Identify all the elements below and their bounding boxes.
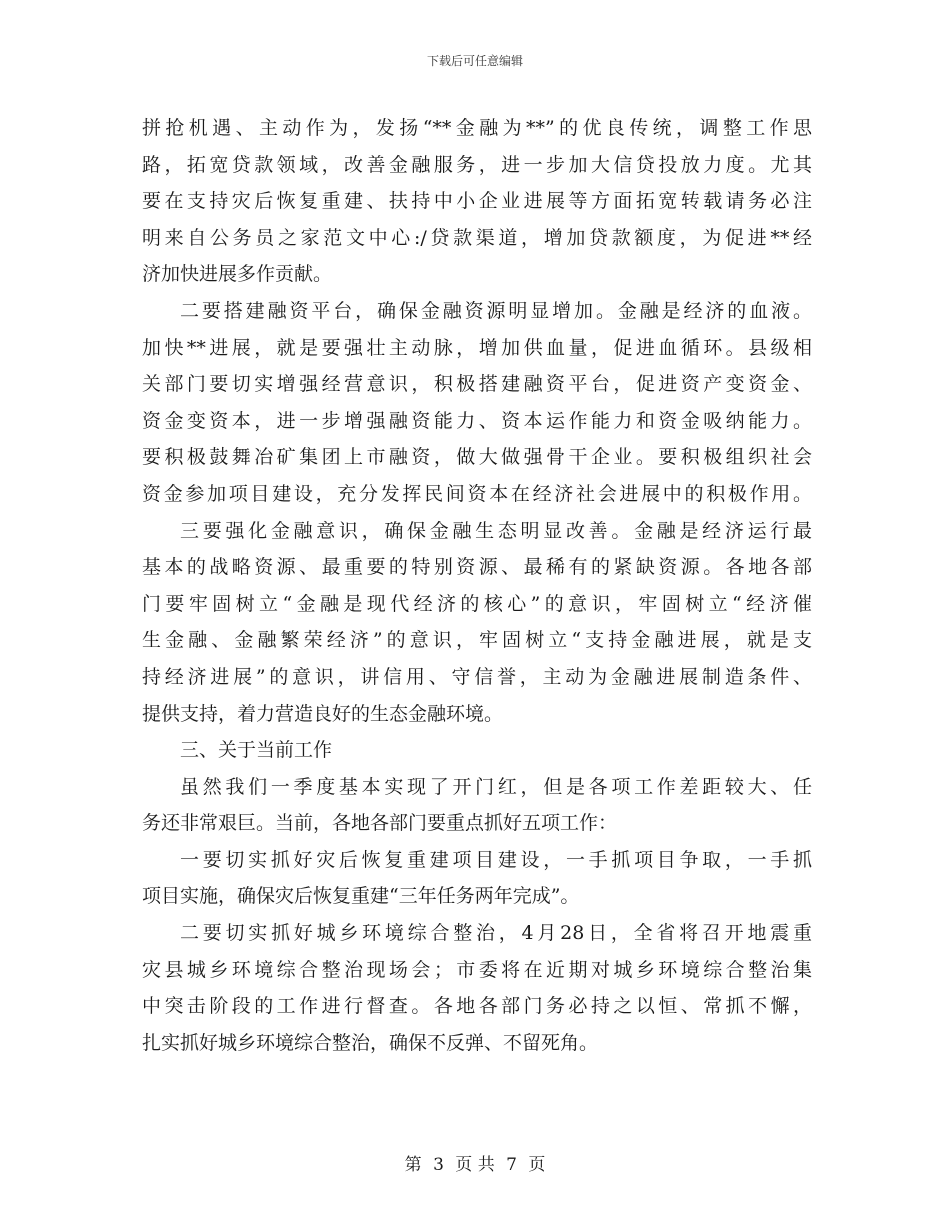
paragraph-line: 务还非常艰巨。当前，各地各部门要重点抓好五项工作： (142, 812, 618, 835)
footer-middle: 页 共 (455, 1155, 495, 1175)
paragraph-line: 生金融、金融繁荣经济”的意识，牢固树立“支持金融进展，就是支 (142, 629, 812, 652)
paragraph-line: 关部门要切实增强经营意识，积极搭建融资平台，促进资产变资金、 (142, 373, 812, 396)
paragraph-1 (142, 110, 812, 293)
paragraph-line: 资金变资本，进一步增强融资能力、资本运作能力和资金吸纳能力。 (142, 409, 812, 432)
paragraph-line: 一要切实抓好灾后恢复重建项目建设，一手抓项目争取，一手抓 (180, 848, 812, 871)
paragraph-6 (142, 915, 812, 1061)
paragraph-line: 中突击阶段的工作进行督查。各地各部门务必持之以恒、常抓不懈， (142, 995, 812, 1018)
paragraph-2 (142, 293, 812, 513)
paragraph-line: 拼抢机遇、主动作为，发扬“**金融为**”的优良传统，调整工作思 (142, 117, 812, 139)
footer-total-pages: 7 (506, 1155, 517, 1175)
paragraph-line: 提供支持，着力营造良好的生态金融环境。 (142, 702, 504, 725)
section-heading (142, 732, 812, 769)
footer-prefix: 第 (404, 1155, 422, 1175)
section-heading-text: 三、关于当前工作 (180, 739, 333, 762)
paragraph-line: 灾县城乡环境综合整治现场会；市委将在近期对城乡环境综合整治集 (142, 958, 812, 981)
paragraph-line: 项目实施，确保灾后恢复重建“三年任务两年完成”。 (142, 885, 580, 908)
paragraph-5 (142, 842, 812, 915)
paragraph-line: 扎实抓好城乡环境综合整治，确保不反弹、不留死角。 (142, 1031, 599, 1054)
paragraph-line: 持经济进展”的意识，讲信用、守信誉，主动为金融进展制造条件、 (142, 665, 812, 688)
page-footer (0, 1154, 950, 1176)
paragraph-line: 路，拓宽贷款领域，改善金融服务，进一步加大信贷投放力度。尤其 (142, 153, 812, 176)
paragraph-line: 虽然我们一季度基本实现了开门红，但是各项工作差距较大、任 (180, 775, 812, 798)
paragraph-line: 明来自公务员之家范文中心:/贷款渠道，增加贷款额度，为促进**经 (142, 226, 812, 249)
paragraph-line: 二要切实抓好城乡环境综合整治，4月28日，全省将召开地震重 (180, 922, 812, 945)
page-header: 下载后可任意编辑 (426, 54, 523, 68)
paragraph-line: 要在支持灾后恢复重建、扶持中小企业进展等方面拓宽转载请务必注 (142, 190, 812, 213)
paragraph-line: 加快**进展，就是要强壮主动脉，增加供血量，促进血循环。县级相 (142, 336, 812, 359)
footer-page-number: 3 (433, 1155, 444, 1175)
paragraph-line: 基本的战略资源、最重要的特别资源、最稀有的紧缺资源。各地各部 (142, 556, 812, 579)
paragraph-line: 二要搭建融资平台，确保金融资源明显增加。金融是经济的血液。 (180, 299, 812, 322)
paragraph-line: 门要牢固树立“金融是现代经济的核心”的意识，牢固树立“经济催 (142, 592, 812, 615)
paragraph-line: 济加快进展多作贡献。 (142, 263, 333, 286)
paragraph-line: 要积极鼓舞冶矿集团上市融资，做大做强骨干企业。要积极组织社会 (142, 446, 812, 469)
paragraph-line: 三要强化金融意识，确保金融生态明显改善。金融是经济运行最 (180, 519, 812, 542)
document-body (142, 110, 812, 1061)
footer-suffix: 页 (528, 1155, 546, 1175)
paragraph-line: 资金参加项目建设，充分发挥民间资本在经济社会进展中的积极作用。 (142, 482, 812, 505)
paragraph-4 (142, 769, 812, 842)
paragraph-3 (142, 513, 812, 733)
